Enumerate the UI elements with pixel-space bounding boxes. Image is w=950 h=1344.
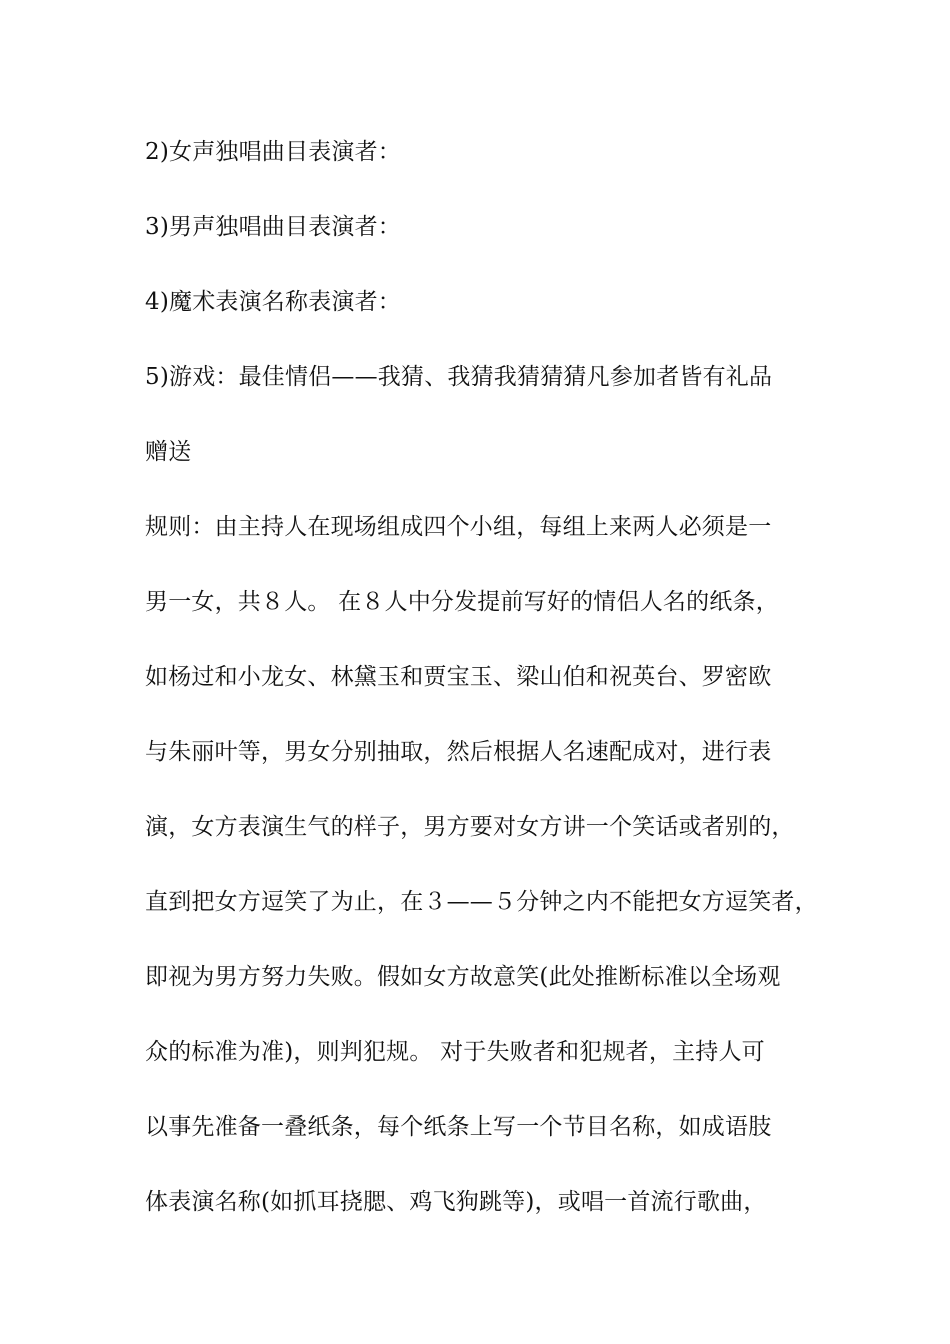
text-line-14: 以事先准备一叠纸条，每个纸条上写一个节目名称，如成语肢	[145, 1114, 772, 1140]
text-line-6: 规则：由主持人在现场组成四个小组，每组上来两人必须是一	[145, 514, 772, 540]
text-line-3: 4)魔术表演名称表演者：	[145, 289, 402, 315]
text-line-12: 即视为男方努力失败。假如女方故意笑(此处推断标准以全场观	[145, 964, 781, 990]
text-line-5: 赠送	[145, 439, 192, 465]
text-line-2: 3)男声独唱曲目表演者：	[145, 214, 402, 240]
text-line-15: 体表演名称(如抓耳挠腮、鸡飞狗跳等)，或唱一首流行歌曲，	[145, 1189, 767, 1215]
text-line-4: 5)游戏：最佳情侣——我猜、我猜我猜猜猜凡参加者皆有礼品	[145, 364, 773, 390]
text-line-10: 演，女方表演生气的样子，男方要对女方讲一个笑话或者别的，	[145, 814, 795, 840]
text-line-11: 直到把女方逗笑了为止，在３——５分钟之内不能把女方逗笑者，	[145, 889, 818, 915]
text-line-8: 如杨过和小龙女、林黛玉和贾宝玉、梁山伯和祝英台、罗密欧	[145, 664, 772, 690]
text-line-13: 众的标准为准)，则判犯规。 对于失败者和犯规者，主持人可	[145, 1039, 765, 1065]
text-line-9: 与朱丽叶等，男女分别抽取，然后根据人名速配成对，进行表	[145, 739, 772, 765]
text-line-7: 男一女，共８人。 在８人中分发提前写好的情侣人名的纸条，	[145, 589, 779, 615]
text-line-1: 2)女声独唱曲目表演者：	[145, 139, 402, 165]
